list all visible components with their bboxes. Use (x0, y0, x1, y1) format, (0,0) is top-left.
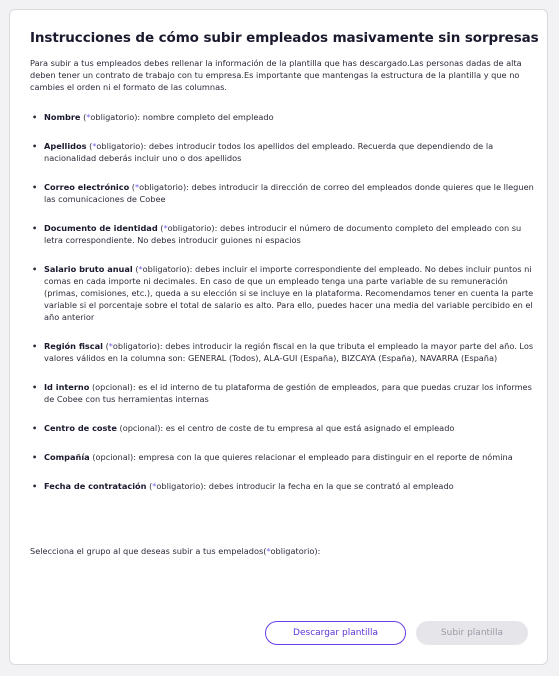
required-star: * (138, 264, 143, 274)
page-title: Instrucciones de cómo subir empleados masivamente sin sorpresas (30, 30, 539, 46)
list-item: • Centro de coste (opcional): es el centro de coste de tu empresa al que está asignado el empleado (32, 423, 455, 433)
field-description: ): debes introducir la dirección de correo del empleados donde quieres que le lleguen las comunicaciones de Cobee (44, 182, 534, 204)
bullet-icon: • (32, 223, 38, 233)
field-description: ): empresa con la que quieres relacionar el empleado para distinguir en el reporte de nómina (130, 452, 513, 462)
bullet-icon: • (32, 452, 38, 462)
field-requirement: obligatorio (156, 481, 201, 491)
list-item: • Correo electrónico (*obligatorio): debes introducir la dirección de correo del empleados donde quieres que le lleguen las comunicaciones de Cobee (32, 182, 534, 204)
field-name: Región fiscal (44, 341, 103, 351)
required-star: * (86, 112, 91, 122)
bullet-icon: • (32, 382, 38, 392)
field-description: ): es el id interno de tu plataforma de gestión de empleados, para que puedas cruzar los informes de Cobee con tus herramientas internas (44, 382, 532, 404)
bullet-icon: • (32, 423, 38, 433)
list-item: • Fecha de contratación (*obligatorio): debes introducir la fecha en la que se contrató al empleado (32, 481, 454, 491)
field-description: ): debes introducir todos los apellidos del empleado. Recuerda que dependiendo de la nacionalidad deberás incluir uno o dos apellidos (44, 141, 494, 163)
intro-text: Para subir a tus empleados debes rellenar la información de la plantilla que has descargado.Las personas dadas de alta deben tener un contrato de trabajo con tu empresa.Es importante que mantengas la estructura de la plantilla y que no cambies el orden ni el formato de las columnas. (30, 58, 522, 92)
list-item: • Apellidos (*obligatorio): debes introducir todos los apellidos del empleado. Recuerda que dependiendo de la nacionalidad deberás incluir uno o dos apellidos (32, 141, 494, 163)
download-template-button[interactable]: Descargar plantilla (265, 621, 406, 645)
field-name: Correo electrónico (44, 182, 130, 192)
list-item: • Nombre (*obligatorio): nombre completo del empleado (32, 112, 274, 122)
bullet-icon: • (32, 341, 38, 351)
required-star: * (152, 481, 157, 491)
field-requirement: opcional (122, 423, 158, 433)
field-requirement: obligatorio (139, 182, 183, 192)
field-name: Centro de coste (44, 423, 117, 433)
field-description: ): debes incluir el importe correspondiente del empleado. No debes incluir puntos ni comas en cada importe ni decimales. En caso de que un empleado tenga una parte variable de su remuneración (primas, comisiones, etc.), queda a su elección si se incluye en la plataforma. Recomendamos tener en cuenta la parte variable si el porcentaje sobre el total de salario es alto. Para ello, puedes hacer una media del variable percibido en el año anterior (44, 264, 534, 322)
field-name: Apellidos (44, 141, 87, 151)
required-star: * (135, 182, 140, 192)
required-star: * (92, 141, 97, 151)
fields-list (30, 111, 536, 509)
field-name: Nombre (44, 112, 81, 122)
field-description: ): debes introducir la región fiscal en la que tributa el empleado la mayor parte del año. Los valores válidos en la columna son: GENERAL (Todos), ALA-GUI (España), BIZCAYA (España), NAVARRA (España) (44, 341, 534, 363)
field-description: ): debes introducir la fecha en la que se contrató al empleado (200, 481, 454, 491)
field-name: Fecha de contratación (44, 481, 147, 491)
field-description: ): nombre completo del empleado (134, 112, 274, 122)
bullet-icon: • (32, 112, 38, 122)
bullet-icon: • (32, 141, 38, 151)
upload-template-button[interactable]: Subir plantilla (416, 621, 528, 645)
required-star: * (163, 223, 168, 233)
list-item: • Compañía (opcional): empresa con la que quieres relacionar el empleado para distinguir en el reporte de nómina (32, 452, 513, 462)
field-requirement: opcional (95, 382, 130, 392)
field-requirement: obligatorio (142, 264, 187, 274)
bullet-icon: • (32, 264, 38, 274)
list-item: • Id interno (opcional): es el id interno de tu plataforma de gestión de empleados, para que puedas cruzar los informes de Cobee con tus herramientas internas (32, 382, 532, 404)
upload-instructions-card (9, 9, 548, 665)
group-select-prompt: Selecciona el grupo al que deseas subir a tus empelados(*obligatorio): (30, 546, 321, 556)
field-name: Compañía (44, 452, 90, 462)
required-star: * (266, 546, 271, 556)
field-requirement: obligatorio (96, 141, 141, 151)
field-requirement: obligatorio (112, 341, 157, 351)
field-name: Id interno (44, 382, 90, 392)
field-name: Documento de identidad (44, 223, 158, 233)
list-item: • Región fiscal (*obligatorio): debes introducir la región fiscal en la que tributa el empleado la mayor parte del año. Los valores válidos en la columna son: GENERAL (Todos), ALA-GUI (España), BIZCAYA (España), NAVARRA (España) (32, 341, 534, 363)
field-requirement: obligatorio (90, 112, 135, 122)
bullet-icon: • (32, 481, 38, 491)
field-requirement: opcional (95, 452, 130, 462)
field-requirement: obligatorio (167, 223, 212, 233)
required-star: * (108, 341, 113, 351)
field-description: ): debes introducir el número de documento completo del empleado con su letra correspondiente. No debes introducir guiones ni espacios (44, 223, 522, 245)
list-item: • Salario bruto anual (*obligatorio): debes incluir el importe correspondiente del empleado. No debes incluir puntos ni comas en cada importe ni decimales. En caso de que un empleado tenga una parte variable de su remuneración (primas, comisiones, etc.), queda a su elección si se incluye en la plataforma. Recomendamos tener en cuenta la parte variable si el porcentaje sobre el total de salario es alto. Para ello, puedes hacer una media del variable percibido en el año anterior (32, 264, 534, 322)
list-item: • Documento de identidad (*obligatorio): debes introducir el número de documento completo del empleado con su letra correspondiente. No debes introducir guiones ni espacios (32, 223, 522, 245)
field-name: Salario bruto anual (44, 264, 133, 274)
bullet-icon: • (32, 182, 38, 192)
field-description: ): es el centro de coste de tu empresa al que está asignado el empleado (157, 423, 455, 433)
